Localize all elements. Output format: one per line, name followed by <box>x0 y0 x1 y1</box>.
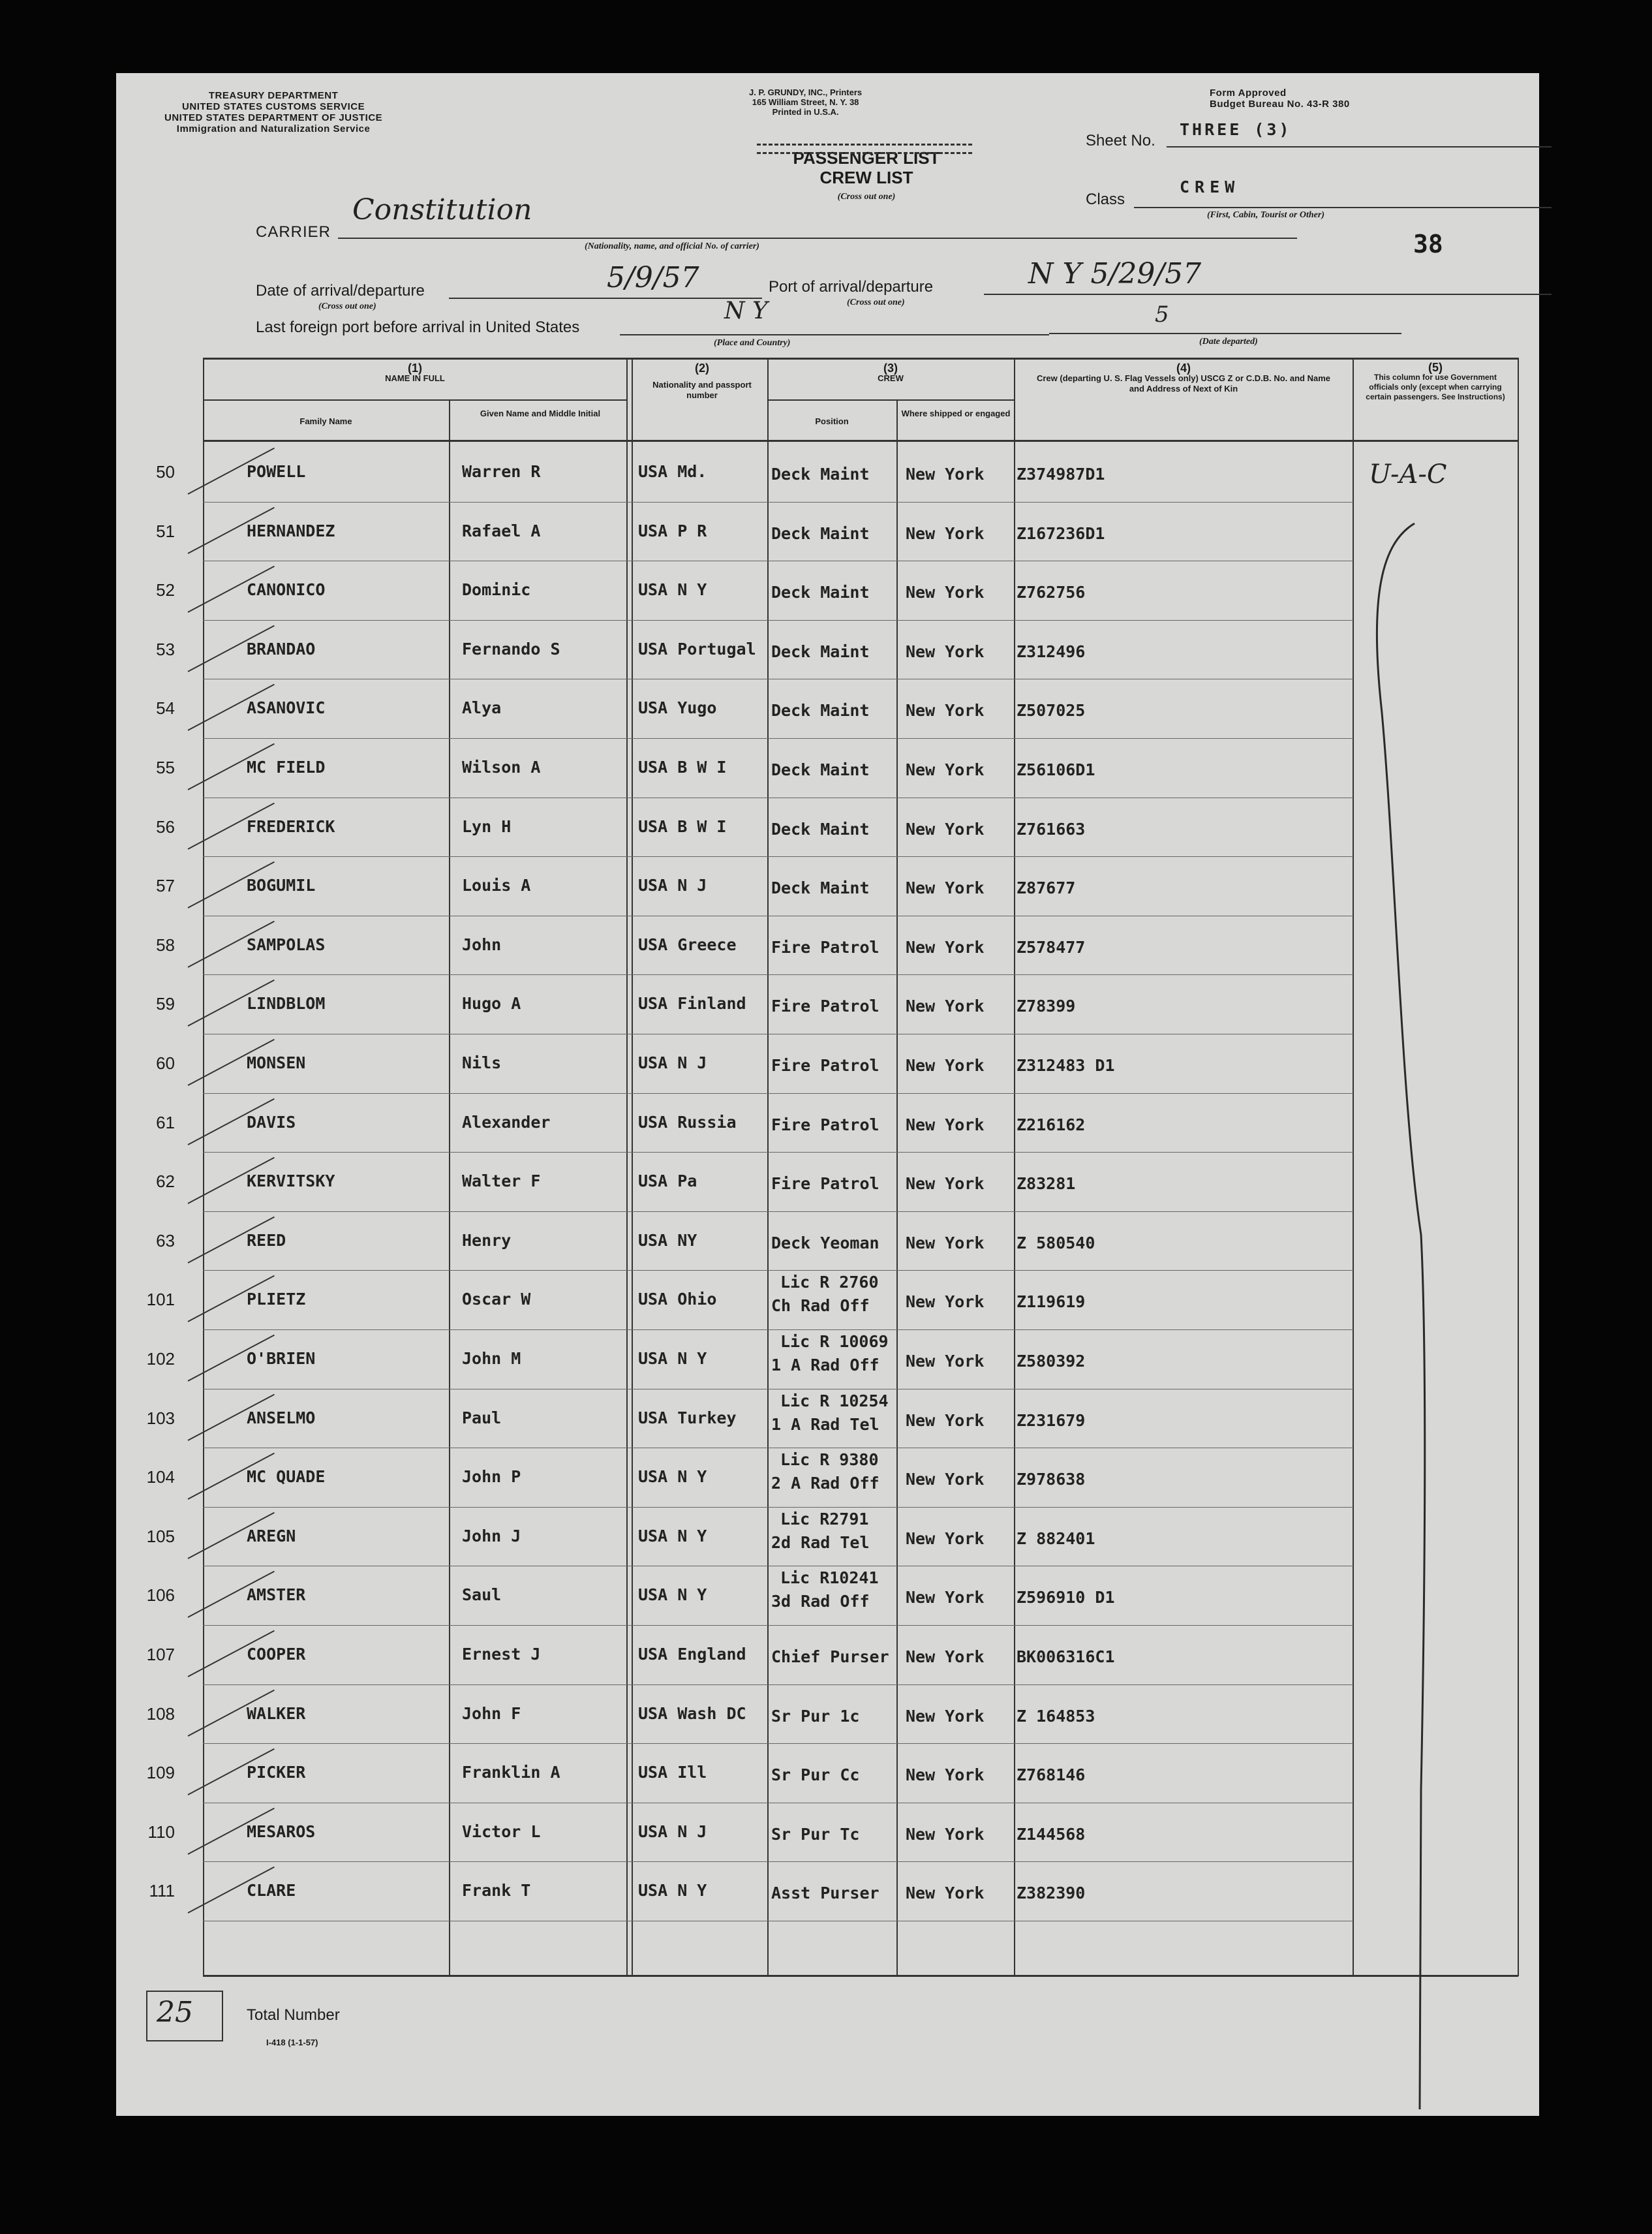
position-license: Lic R 9380 <box>780 1450 879 1470</box>
position: 2 A Rad Off <box>771 1474 880 1493</box>
official-bracket-line <box>1343 517 1486 2116</box>
position: Fire Patrol <box>771 1115 880 1134</box>
row-number: 111 <box>149 1881 175 1901</box>
date-hint: (Cross out one) <box>318 302 376 311</box>
given-name-header-text: Given Name and Middle Initial <box>480 409 601 418</box>
port-line <box>984 294 1552 295</box>
subheader-line-name <box>203 399 627 401</box>
row-number: 57 <box>156 876 175 896</box>
z-number: Z382390 <box>1017 1884 1086 1903</box>
official-note: U-A-C <box>1369 459 1447 489</box>
col1-number: (1) <box>408 362 422 375</box>
nationality: USA NY <box>638 1230 697 1250</box>
family-name: MESAROS <box>247 1822 316 1841</box>
row-number: 59 <box>156 994 175 1014</box>
family-name: KERVITSKY <box>247 1171 335 1191</box>
z-number: Z978638 <box>1017 1470 1086 1489</box>
total-value: 25 <box>157 1996 193 2029</box>
row-number: 109 <box>146 1763 175 1783</box>
given-name: Frank T <box>462 1881 531 1900</box>
given-name: John M <box>462 1349 521 1368</box>
shipped-from: New York <box>906 1410 985 1430</box>
given-name: Nils <box>462 1053 502 1072</box>
z-number: Z580392 <box>1017 1352 1086 1371</box>
shipped-from: New York <box>906 1233 985 1252</box>
col3-title: CREW <box>878 373 904 383</box>
row-separator <box>203 1861 1353 1862</box>
z-number: Z507025 <box>1017 701 1086 721</box>
nationality: USA P R <box>638 521 707 540</box>
z-number: Z 580540 <box>1017 1233 1095 1252</box>
position: Deck Maint <box>771 878 870 898</box>
carrier-hint: (Nationality, name, and official No. of carrier) <box>585 241 759 251</box>
col1-title: NAME IN FULL <box>385 373 445 383</box>
row-number: 102 <box>146 1349 175 1369</box>
z-number: Z119619 <box>1017 1292 1086 1312</box>
position-license: Lic R 10254 <box>780 1391 889 1410</box>
z-number: Z167236D1 <box>1017 523 1105 543</box>
col-divider-nat-inner <box>632 358 633 1976</box>
position: 1 A Rad Off <box>771 1356 880 1374</box>
row-separator <box>203 1329 1353 1330</box>
z-number: Z374987D1 <box>1017 465 1105 484</box>
family-name: MC FIELD <box>247 758 326 777</box>
given-name: Alexander <box>462 1112 551 1132</box>
nationality: USA Portugal <box>638 639 756 659</box>
nationality: USA Yugo <box>638 698 717 718</box>
given-name: Walter F <box>462 1171 541 1191</box>
position-license: Lic R 2760 <box>780 1273 879 1292</box>
title-cross-out-hint: (Cross out one) <box>837 192 896 202</box>
nationality: USA Ill <box>638 1763 707 1782</box>
position: Sr Pur Tc <box>771 1824 860 1844</box>
col4-header <box>1020 363 1347 394</box>
shipped-from: New York <box>906 701 985 721</box>
family-name: CANONICO <box>247 580 326 600</box>
position: Asst Purser <box>771 1884 880 1903</box>
shipped-from: New York <box>906 760 985 779</box>
position: Deck Maint <box>771 583 870 602</box>
col4-number: (4) <box>1176 362 1191 375</box>
position: Deck Maint <box>771 701 870 721</box>
z-number: Z 882401 <box>1017 1528 1095 1548</box>
nationality: USA Pa <box>638 1171 697 1191</box>
row-number: 54 <box>156 698 175 719</box>
form-approval <box>1210 87 1350 110</box>
family-name: FREDERICK <box>247 816 335 836</box>
family-name: PICKER <box>247 1763 306 1782</box>
position: Chief Purser <box>771 1647 889 1666</box>
row-separator <box>203 1093 1353 1094</box>
last-port-value: N Y <box>724 298 768 324</box>
form-number: I-418 (1-1-57) <box>266 2038 318 2047</box>
family-name: O'BRIEN <box>247 1349 316 1368</box>
port-value: N Y 5/29/57 <box>1028 257 1202 290</box>
nationality: USA B W I <box>638 816 727 836</box>
approval-line: Form Approved <box>1210 87 1287 99</box>
col-divider-z <box>1014 358 1015 1976</box>
row-number: 105 <box>146 1526 175 1546</box>
shipped-from: New York <box>906 997 985 1016</box>
nationality: USA N Y <box>638 1526 707 1545</box>
given-name: Paul <box>462 1408 502 1427</box>
row-number: 56 <box>156 816 175 837</box>
family-name: PLIETZ <box>247 1290 306 1309</box>
nationality: USA N Y <box>638 1467 707 1487</box>
form-title <box>769 148 964 207</box>
z-number: Z231679 <box>1017 1410 1086 1430</box>
row-number: 52 <box>156 580 175 600</box>
shipped-from: New York <box>906 523 985 543</box>
row-separator <box>203 1743 1353 1744</box>
row-number: 108 <box>146 1703 175 1724</box>
date-line <box>449 298 762 299</box>
col3-header <box>767 363 1014 384</box>
nationality: USA N Y <box>638 1881 707 1900</box>
position: Deck Maint <box>771 642 870 661</box>
nationality: USA N J <box>638 1822 707 1841</box>
given-name: Ernest J <box>462 1645 541 1664</box>
port-hint: (Cross out one) <box>847 298 905 307</box>
col-divider-given <box>449 399 450 1976</box>
row-separator <box>203 856 1353 857</box>
row-separator <box>203 1152 1353 1153</box>
family-name: COOPER <box>247 1645 306 1664</box>
shipped-from: New York <box>906 1056 985 1075</box>
position: Deck Maint <box>771 819 870 839</box>
shipped-from: New York <box>906 1528 985 1548</box>
given-name: John <box>462 935 502 954</box>
shipped-header-text: Where shipped or engaged <box>901 409 1011 418</box>
family-name: HERNANDEZ <box>247 521 335 540</box>
printer-line: 165 William Street, N. Y. 38 <box>752 97 859 107</box>
row-number: 101 <box>146 1290 175 1310</box>
sheet-value: THREE (3) <box>1180 120 1292 139</box>
class-line <box>1134 207 1552 208</box>
nationality: USA B W I <box>638 758 727 777</box>
last-port-hint: (Place and Country) <box>714 338 791 348</box>
position: 3d Rad Off <box>771 1592 870 1611</box>
subheader-line-crew <box>767 399 1014 401</box>
given-name: Saul <box>462 1585 502 1605</box>
shipped-from: New York <box>906 465 985 484</box>
shipped-from: New York <box>906 583 985 602</box>
nationality: USA N J <box>638 1053 707 1072</box>
given-name: Louis A <box>462 876 531 895</box>
z-number: Z312496 <box>1017 642 1086 661</box>
family-name: MONSEN <box>247 1053 306 1072</box>
given-name: Franklin A <box>462 1763 560 1782</box>
printer-line: J. P. GRUNDY, INC., Printers <box>749 87 863 97</box>
z-number: Z768146 <box>1017 1765 1086 1785</box>
shipped-from: New York <box>906 1647 985 1666</box>
shipped-from: New York <box>906 819 985 839</box>
z-number: Z762756 <box>1017 583 1086 602</box>
col5-title: This column for use Government officials only (except when carrying certain passengers. See Instructions) <box>1366 373 1505 401</box>
nationality: USA N J <box>638 876 707 895</box>
row-number: 63 <box>156 1230 175 1250</box>
nationality: USA Md. <box>638 462 707 481</box>
position-license: Lic R10241 <box>780 1568 879 1588</box>
row-number: 50 <box>156 462 175 482</box>
nationality: USA England <box>638 1645 746 1664</box>
z-number: Z56106D1 <box>1017 760 1095 779</box>
family-name: AMSTER <box>247 1585 306 1605</box>
family-name: CLARE <box>247 1881 296 1900</box>
position-license: Lic R2791 <box>780 1509 869 1528</box>
row-separator <box>203 738 1353 739</box>
agency-line: UNITED STATES CUSTOMS SERVICE <box>182 101 365 112</box>
col5-header <box>1356 363 1515 402</box>
shipped-from: New York <box>906 642 985 661</box>
family-name: BRANDAO <box>247 639 316 659</box>
shipped-from: New York <box>906 1588 985 1607</box>
nationality: USA Ohio <box>638 1290 717 1309</box>
z-number: Z144568 <box>1017 1824 1086 1844</box>
given-name: Oscar W <box>462 1290 531 1309</box>
row-separator <box>203 1270 1353 1271</box>
last-port-label: Last foreign port before arrival in United States <box>256 318 580 336</box>
col2-header <box>638 363 766 401</box>
family-name: BOGUMIL <box>247 876 316 895</box>
sheet-line <box>1167 146 1552 147</box>
z-number: Z78399 <box>1017 997 1076 1016</box>
given-name: Victor L <box>462 1822 541 1841</box>
col3-number: (3) <box>883 362 898 375</box>
col5-number: (5) <box>1428 361 1443 374</box>
position: Fire Patrol <box>771 937 880 957</box>
page-number: 38 <box>1413 230 1443 258</box>
shipped-from: New York <box>906 1470 985 1489</box>
z-number: Z761663 <box>1017 819 1086 839</box>
nationality: USA Turkey <box>638 1408 737 1427</box>
position: Fire Patrol <box>771 1056 880 1075</box>
table-top <box>203 358 1518 360</box>
family-name: SAMPOLAS <box>247 935 326 954</box>
family-name: ANSELMO <box>247 1408 316 1427</box>
nationality: USA Russia <box>638 1112 737 1132</box>
shipped-from: New York <box>906 1115 985 1134</box>
position: Sr Pur Cc <box>771 1765 860 1785</box>
shipped-from: New York <box>906 1292 985 1312</box>
row-number: 58 <box>156 935 175 955</box>
position: Deck Maint <box>771 523 870 543</box>
agency-header <box>164 90 382 134</box>
row-number: 103 <box>146 1408 175 1428</box>
family-name: WALKER <box>247 1703 306 1723</box>
family-name: AREGN <box>247 1526 296 1545</box>
title-passenger-list: PASSENGER LIST <box>793 148 940 168</box>
z-number: Z 164853 <box>1017 1706 1095 1726</box>
row-number: 110 <box>147 1822 175 1842</box>
total-label: Total Number <box>247 2006 340 2024</box>
col-divider-nat <box>626 358 628 1976</box>
given-name: Alya <box>462 698 502 718</box>
family-name: ASANOVIC <box>247 698 326 718</box>
col2-number: (2) <box>695 362 709 375</box>
shipped-from: New York <box>906 937 985 957</box>
table-bottom <box>203 1975 1518 1977</box>
sheet-label: Sheet No. <box>1086 132 1155 149</box>
col-divider-crew <box>767 358 769 1976</box>
position: Fire Patrol <box>771 997 880 1016</box>
row-number: 60 <box>156 1053 175 1073</box>
row-number: 53 <box>156 639 175 659</box>
carrier-line <box>338 238 1297 239</box>
position: Fire Patrol <box>771 1174 880 1194</box>
family-name: MC QUADE <box>247 1467 326 1487</box>
position: Deck Yeoman <box>771 1233 880 1252</box>
given-name: Warren R <box>462 462 541 481</box>
port-label: Port of arrival/departure <box>769 278 934 296</box>
given-name: Lyn H <box>462 816 512 836</box>
nationality: USA Finland <box>638 994 746 1014</box>
position-license: Lic R 10069 <box>780 1332 889 1351</box>
class-hint: (First, Cabin, Tourist or Other) <box>1207 210 1324 220</box>
shipped-from: New York <box>906 878 985 898</box>
given-name: Wilson A <box>462 758 541 777</box>
col-divider-shipped <box>896 399 898 1976</box>
row-number: 61 <box>156 1112 175 1132</box>
family-name: LINDBLOM <box>247 994 326 1014</box>
position: Deck Maint <box>771 760 870 779</box>
shipped-from: New York <box>906 1824 985 1844</box>
nationality: USA Wash DC <box>638 1703 746 1723</box>
row-number: 106 <box>146 1585 175 1606</box>
given-name: Rafael A <box>462 521 541 540</box>
family-name: POWELL <box>247 462 306 481</box>
class-value: CREW <box>1180 178 1240 196</box>
col-divider-left <box>203 358 204 1976</box>
row-number: 55 <box>156 758 175 777</box>
col4-title: Crew (departing U. S. Flag Vessels only) USCG Z or C.D.B. No. and Name and Address of Next of Kin <box>1036 373 1331 394</box>
row-separator <box>203 974 1353 975</box>
position: Deck Maint <box>771 465 870 484</box>
row-number: 104 <box>146 1467 175 1487</box>
nationality: USA Greece <box>638 935 737 954</box>
row-separator <box>203 1507 1353 1508</box>
z-number: Z216162 <box>1017 1115 1086 1134</box>
given-name: Henry <box>462 1230 512 1250</box>
row-separator <box>203 1684 1353 1685</box>
nationality: USA N Y <box>638 1349 707 1368</box>
class-label: Class <box>1086 191 1125 208</box>
row-separator <box>203 1211 1353 1212</box>
shipped-from: New York <box>906 1884 985 1903</box>
carrier-label: CARRIER <box>256 223 331 241</box>
shipped-from: New York <box>906 1174 985 1194</box>
header-bottom <box>203 440 1518 442</box>
z-number: Z596910 D1 <box>1017 1588 1115 1607</box>
position: 2d Rad Tel <box>771 1532 870 1552</box>
position-header: Position <box>815 416 849 426</box>
printer-line: Printed in U.S.A. <box>772 107 839 117</box>
title-crew-list: CREW LIST <box>819 168 913 187</box>
z-number: Z312483 D1 <box>1017 1056 1115 1075</box>
given-name: John P <box>462 1467 521 1487</box>
z-number: Z578477 <box>1017 937 1086 957</box>
given-name-header <box>455 409 625 419</box>
given-name: Hugo A <box>462 994 521 1014</box>
date-departed-line <box>1049 333 1401 334</box>
total-box <box>146 1991 223 2041</box>
given-name: Fernando S <box>462 639 560 659</box>
given-name: John F <box>462 1703 521 1723</box>
nationality: USA N Y <box>638 1585 707 1605</box>
col2-title: Nationality and passport number <box>652 380 752 400</box>
agency-line: Immigration and Naturalization Service <box>176 123 371 134</box>
col-divider-right <box>1518 358 1519 1976</box>
position: Sr Pur 1c <box>771 1706 860 1726</box>
row-number: 107 <box>146 1645 175 1664</box>
carrier-value: Constitution <box>352 193 532 226</box>
shipped-header <box>899 409 1013 419</box>
nationality: USA N Y <box>638 580 707 600</box>
position: 1 A Rad Tel <box>771 1414 880 1434</box>
row-separator <box>203 620 1353 621</box>
form-sheet <box>116 73 1539 2116</box>
z-number: BK006316C1 <box>1017 1647 1115 1666</box>
passenger-strike <box>757 144 972 154</box>
col1-header <box>203 363 627 384</box>
family-name: REED <box>247 1230 286 1250</box>
row-number: 51 <box>156 521 175 541</box>
shipped-from: New York <box>906 1765 985 1785</box>
agency-line: UNITED STATES DEPARTMENT OF JUSTICE <box>164 112 383 123</box>
given-name: Dominic <box>462 580 531 600</box>
date-departed-hint: (Date departed) <box>1199 337 1258 347</box>
family-name: DAVIS <box>247 1112 296 1132</box>
agency-line: TREASURY DEPARTMENT <box>208 90 339 101</box>
row-separator <box>203 502 1353 503</box>
approval-line: Budget Bureau No. 43-R 380 <box>1210 99 1350 110</box>
last-port-line <box>620 334 1049 335</box>
z-number: Z83281 <box>1017 1174 1076 1194</box>
date-value: 5/9/57 <box>607 261 699 294</box>
printer-info <box>749 87 862 117</box>
shipped-from: New York <box>906 1706 985 1726</box>
shipped-from: New York <box>906 1352 985 1371</box>
row-number: 62 <box>156 1171 175 1192</box>
given-name: John J <box>462 1526 521 1545</box>
date-departed-value: 5 <box>1155 302 1169 328</box>
position: Ch Rad Off <box>771 1296 870 1316</box>
family-name-header: Family Name <box>299 416 352 426</box>
date-label: Date of arrival/departure <box>256 282 425 300</box>
row-separator <box>203 1625 1353 1626</box>
z-number: Z87677 <box>1017 878 1076 898</box>
